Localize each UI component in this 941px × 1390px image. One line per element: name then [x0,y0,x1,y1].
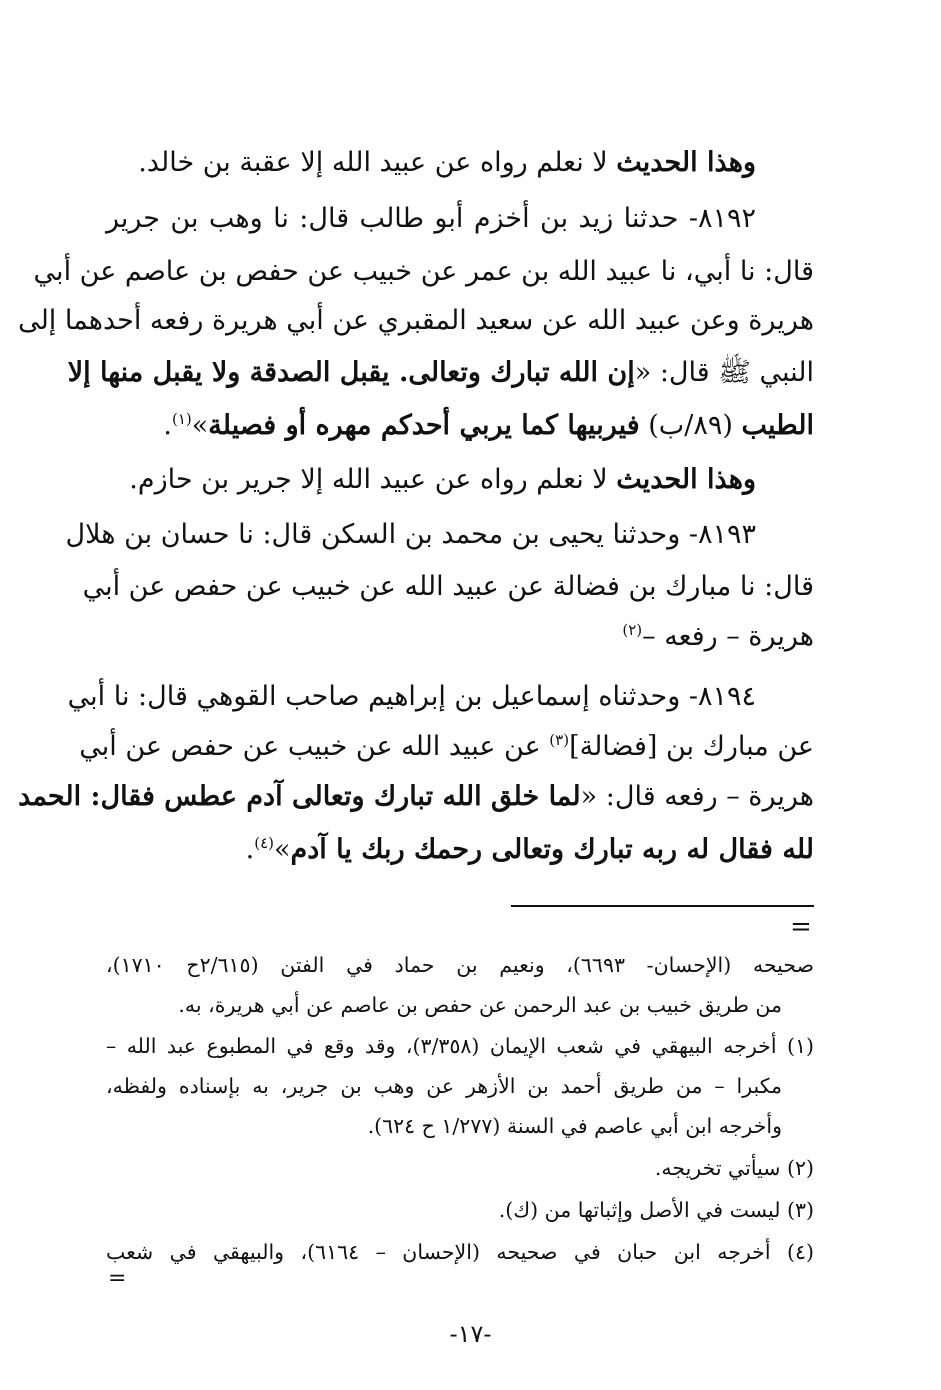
text-line-1: وهذا الحديث لا نعلم رواه عن عبيد الله إلا عقبة بن خالد. [138,147,756,178]
footnote-ref-3[interactable]: (٣) [549,731,570,749]
hadith-8192-line-3: هريرة وعن عبيد الله عن سعيد المقبري عن أبي هريرة رفعه أحدهما إلى [18,305,814,336]
hadith-8192-line-5: الطيب (٨٩/ب) فيربيها كما يربي أحدكم مهره أو فصيلة»$^{(١)}$. [163,410,814,441]
footnote-ref-1[interactable]: (١) [171,410,192,428]
hadith-8192-line-2: قال: نا أبي، نا عبيد الله بن عمر عن خبيب عن حفص بن عاصم عن أبي [33,256,814,287]
footnote-separator [511,905,814,907]
footnote-ref-4[interactable]: (٤) [254,834,274,852]
footnote-1-line-2: مكبرا – من طريق أحمد بن الأزهر عن وهب بن جرير، به بإسناده ولفظه، [106,1074,782,1098]
continuation-mark-end: = [108,1266,127,1291]
footnote-continued-line-1: صحيحه (الإحسان- ٦٦٩٣)، ونعيم بن حماد في الفتن (٢/٦١٥ح ١٧١٠)، [106,953,814,977]
continuation-mark: = [790,912,812,942]
footnote-continued-line-2: من طريق خبيب بن عبد الرحمن عن حفص بن عاصم عن أبي هريرة، به. [178,993,782,1017]
hadith-8194-line-1: ٨١٩٤- وحدثناه إسماعيل بن إبراهيم صاحب القوهي قال: نا أبي [67,681,756,712]
hadith-8194-line-3: هريرة – رفعه قال: «لما خلق الله تبارك وتعالى آدم عطس فقال: الحمد [18,781,814,812]
hadith-8193-line-1: ٨١٩٣- وحدثنا يحيى بن محمد بن السكن قال: نا حسان بن هلال [65,519,756,550]
footnote-1-line-1: (١) أخرجه البيهقي في شعب الإيمان (٣/٣٥٨)، وقد وقع في المطبوع عبد الله – [106,1034,815,1058]
page-number: -١٧- [449,1320,492,1348]
hadith-8194-line-4: لله فقال له ربه تبارك وتعالى رحمك ربك يا آدم»$^{(٤)}$. [245,834,814,865]
hadith-8192-line-1: ٨١٩٢- حدثنا زيد بن أخزم أبو طالب قال: نا وهب بن جرير [106,203,756,234]
footnote-ref-2[interactable]: (٢) [622,621,643,639]
hadith-8193-line-3: هريرة – رفعه –$^{(٢)}$ [622,621,814,652]
footnote-3: (٣) ليست في الأصل وإثباتها من (ك). [498,1198,814,1222]
hadith-8192-line-4: النبي ﷺ قال: «إن الله تبارك وتعالى. يقبل الصدقة ولا يقبل منها إلا [67,357,814,388]
hadith-8194-line-2: عن مبارك بن [فضالة]$^{(٣)}$ عن عبيد الله عن خبيب عن حفص عن أبي [79,731,814,762]
hadith-8193-line-2: قال: نا مبارك بن فضالة عن عبيد الله عن خبيب عن حفص عن أبي [82,571,814,602]
footnote-1-line-3: وأخرجه ابن أبي عاصم في السنة (١/٢٧٧ ح ٦٢٤). [367,1114,782,1138]
text-line-7: وهذا الحديث لا نعلم رواه عن عبيد الله إلا جرير بن حازم. [129,464,756,495]
footnote-4-line-1: (٤) أخرجه ابن حبان في صحيحه (الإحسان – ٦١٦٤)، والبيهقي في شعب [106,1240,814,1264]
footnote-2: (٢) سيأتي تخريجه. [654,1156,814,1180]
